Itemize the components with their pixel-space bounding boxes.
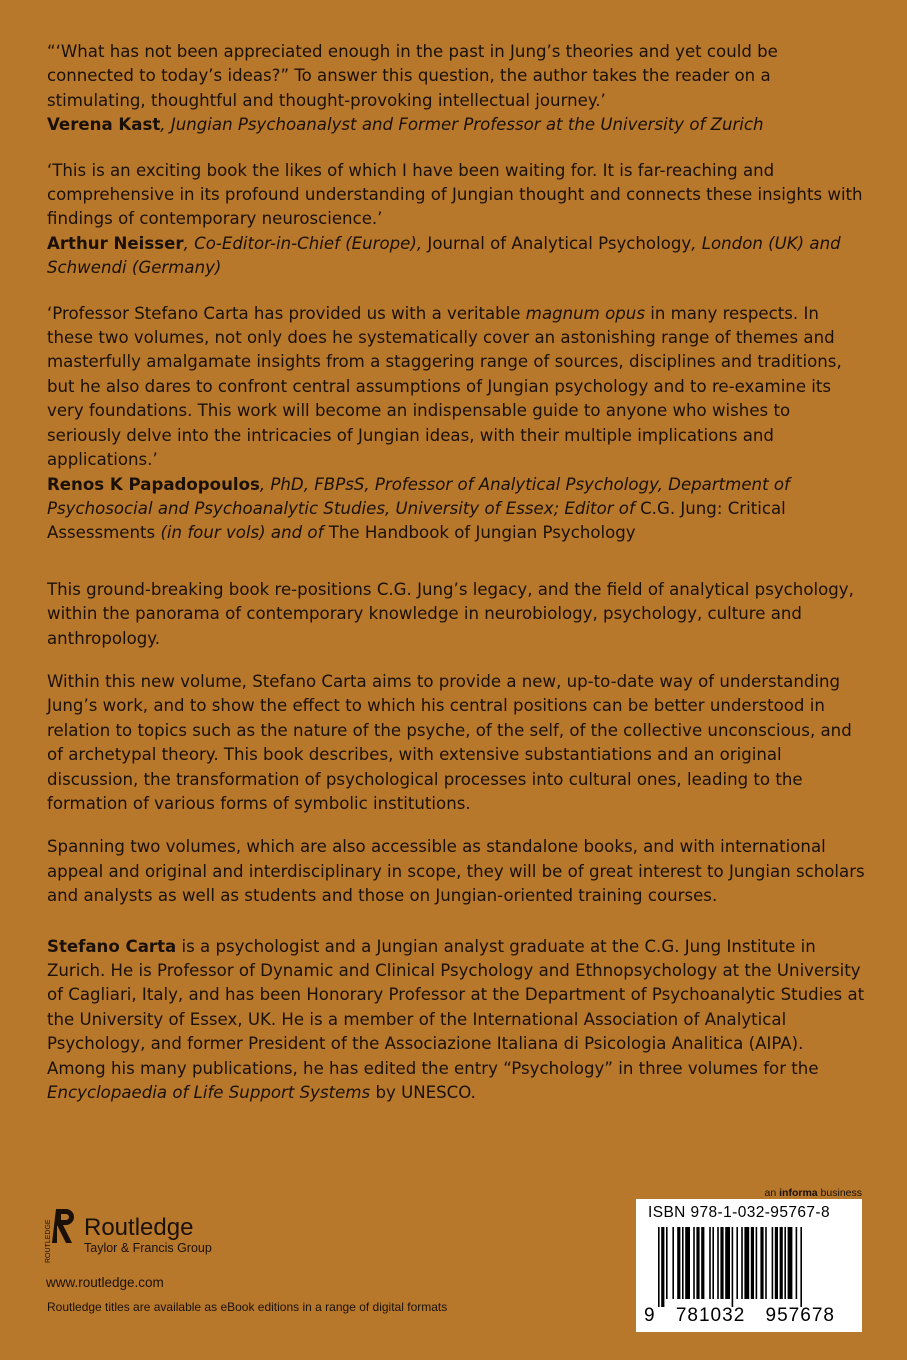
endorser-role: , Jungian Psychoanalyst and Former Professor at the University of Zurich (160, 115, 764, 135)
quote-part: ‘Professor Stefano Carta has provided us with a veritable (47, 303, 526, 323)
routledge-logo (44, 1205, 464, 1265)
barcode-bar (717, 1227, 719, 1299)
bio-part: by UNESCO. (370, 1083, 476, 1103)
barcode-bar (682, 1227, 684, 1299)
endorser-role: (in four vols) and of (155, 523, 329, 543)
barcode-bar (672, 1227, 674, 1299)
logo-text (84, 1215, 212, 1255)
barcode-bar (775, 1227, 778, 1299)
publisher-group: Taylor & Francis Group (84, 1241, 212, 1255)
bio-emphasis: Encyclopaedia of Life Support Systems (47, 1083, 371, 1103)
endorser-role: , Co-Editor-in-Chief (Europe), (183, 233, 428, 253)
barcode-bar (658, 1227, 660, 1307)
description-paragraph: Within this new volume, Stefano Carta aims to provide a new, up-to-date way of understanding Jung’s work, and to show the effect to which his central positions can be better understood in relation to topics such as the nature of the psyche, of the self, of the collective unconscious, and of archetypal theory. This book describes, with extensive substantiations and an original discussion, the transformation of psychological processes into cultural ones, leading to the formation of various forms of symbolic institutions. (47, 671, 852, 813)
quote-text (47, 302, 867, 473)
isbn-barcode (636, 1199, 862, 1332)
barcode-digits (644, 1305, 859, 1327)
barcode-bar (744, 1227, 749, 1299)
informa-part: business (817, 1187, 862, 1199)
description-paragraph: This ground-breaking book re-positions C.G. Jung’s legacy, and the field of analytical psychology, within the panorama of contemporary knowledge in neurobiology, psychology, culture and anthropology. (47, 579, 854, 648)
barcode-bar (661, 1227, 664, 1307)
endorsement-kast (47, 40, 867, 138)
barcode-bar (788, 1227, 793, 1299)
barcode-bars (644, 1227, 856, 1309)
bio-part: is a psychologist and a Jungian analyst graduate at the C.G. Jung Institute in Zurich. He is Professor of Dynamic and Clinical Psychology and Ethnopsychology at the University of Cagliari, Italy, and has been Honorary Professor at the Department of Psychoanalytic Studies at the University of Essex, UK. He is a member of the International Association of Analytical Psychology, and former President of the Associazione Italiana di Psicologia Analitica (AIPA). Among his many publications, he has edited the entry “Psychology” in three volumes for the (47, 936, 865, 1078)
barcode-bar (796, 1227, 798, 1299)
informa-note (765, 1187, 862, 1199)
barcode-bar (712, 1227, 714, 1299)
quote-attribution (47, 232, 867, 281)
publisher-name: Routledge (84, 1214, 194, 1241)
book-title: C.G. Jung: Critical Assessments (47, 498, 786, 543)
book-title: The Handbook of Jungian Psychology (328, 523, 636, 543)
barcode-bar (677, 1227, 680, 1299)
isbn-label: ISBN 978-1-032-95767-8 (648, 1204, 830, 1221)
endorsements (47, 40, 867, 546)
barcode-bar (756, 1227, 758, 1299)
barcode-bar (736, 1227, 738, 1299)
barcode-bar (784, 1227, 786, 1299)
endorser-location: , London (UK) and Schwendi (Germany) (47, 233, 841, 278)
barcode-bar (751, 1227, 754, 1299)
endorser-name: Renos K Papadopoulos (47, 474, 260, 494)
barcode-bar (666, 1227, 668, 1299)
quote-text: ‘This is an exciting book the likes of which I have been waiting for. It is far-reaching and comprehensive in its profound understanding of Jungian thought and connects these insights with findings of contemporary neuroscience.’ (47, 160, 863, 229)
author-name: Stefano Carta (47, 936, 177, 956)
endorser-name: Verena Kast (47, 115, 161, 135)
quote-emphasis: magnum opus (525, 303, 645, 323)
vertical-mark-text: ROUTLEDGE (45, 1219, 52, 1263)
author-bio (47, 935, 867, 1106)
endorsement-neisser (47, 159, 867, 281)
barcode-bar (709, 1227, 711, 1299)
barcode-digits-left: 781032 (675, 1305, 746, 1326)
barcode-bar (741, 1227, 743, 1299)
barcode-bar (696, 1227, 699, 1299)
quote-text: “‘What has not been appreciated enough in the past in Jung’s theories and yet could be connected to today’s ideas?” To answer this question, the author takes the reader on a stimulating, thoughtful and thought-provoking intellectual journey.’ (47, 42, 778, 110)
barcode-bar (701, 1227, 704, 1299)
quote-part: in many respects. In these two volumes, not only does he systematically cover an astonishing range of themes and masterfully amalgamate insights from a staggering range of sources, disciplines and traditions, but he also dares to confront central assumptions of Jungian psychology and to re-examine its very foundations. This work will become an indispensable guide to anyone who wishes to seriously delve into the intricacies of Jungian ideas, with their multiple implications and applications.’ (47, 303, 842, 470)
barcode-bar (765, 1227, 767, 1299)
back-cover-text (47, 40, 867, 1105)
endorser-role: , PhD, FBPsS, Professor of Analytical Psychology, Department of Psychosocial and Psychoanalytic Studies, University of Essex; Editor of (47, 474, 790, 518)
barcode-bar (725, 1227, 730, 1299)
barcode-bar (780, 1227, 783, 1299)
informa-part: an (764, 1187, 780, 1199)
endorsement-papadopoulos (47, 302, 867, 546)
publisher-website: www.routledge.com (46, 1275, 164, 1290)
barcode-digits-right: 957678 (765, 1305, 835, 1326)
quote-attribution (47, 473, 867, 546)
barcode-bar (693, 1227, 695, 1299)
journal-title: Journal of Analytical Psychology (427, 233, 692, 253)
barcode-bar (772, 1227, 774, 1299)
publisher-block (44, 1205, 464, 1290)
ebook-note: Routledge titles are available as eBook editions in a range of digital formats (47, 1300, 448, 1314)
barcode-bar (800, 1227, 802, 1307)
barcode-bar (720, 1227, 723, 1299)
barcode-digit-lead: 9 (644, 1305, 656, 1326)
endorser-name: Arthur Neisser (47, 233, 184, 253)
bio-text (47, 935, 867, 1106)
barcode-bar (685, 1227, 690, 1299)
informa-brand: informa (779, 1187, 818, 1199)
barcode-bar (760, 1227, 763, 1299)
barcode-bar (732, 1227, 734, 1307)
routledge-r-icon (44, 1205, 78, 1265)
quote-attribution (47, 113, 867, 137)
description-paragraph: Spanning two volumes, which are also accessible as standalone books, and with international appeal and original and interdisciplinary in scope, they will be of great interest to Jungian scholars and analysts as well as students and those on Jungian-oriented training courses. (47, 837, 865, 906)
book-description (47, 578, 867, 909)
